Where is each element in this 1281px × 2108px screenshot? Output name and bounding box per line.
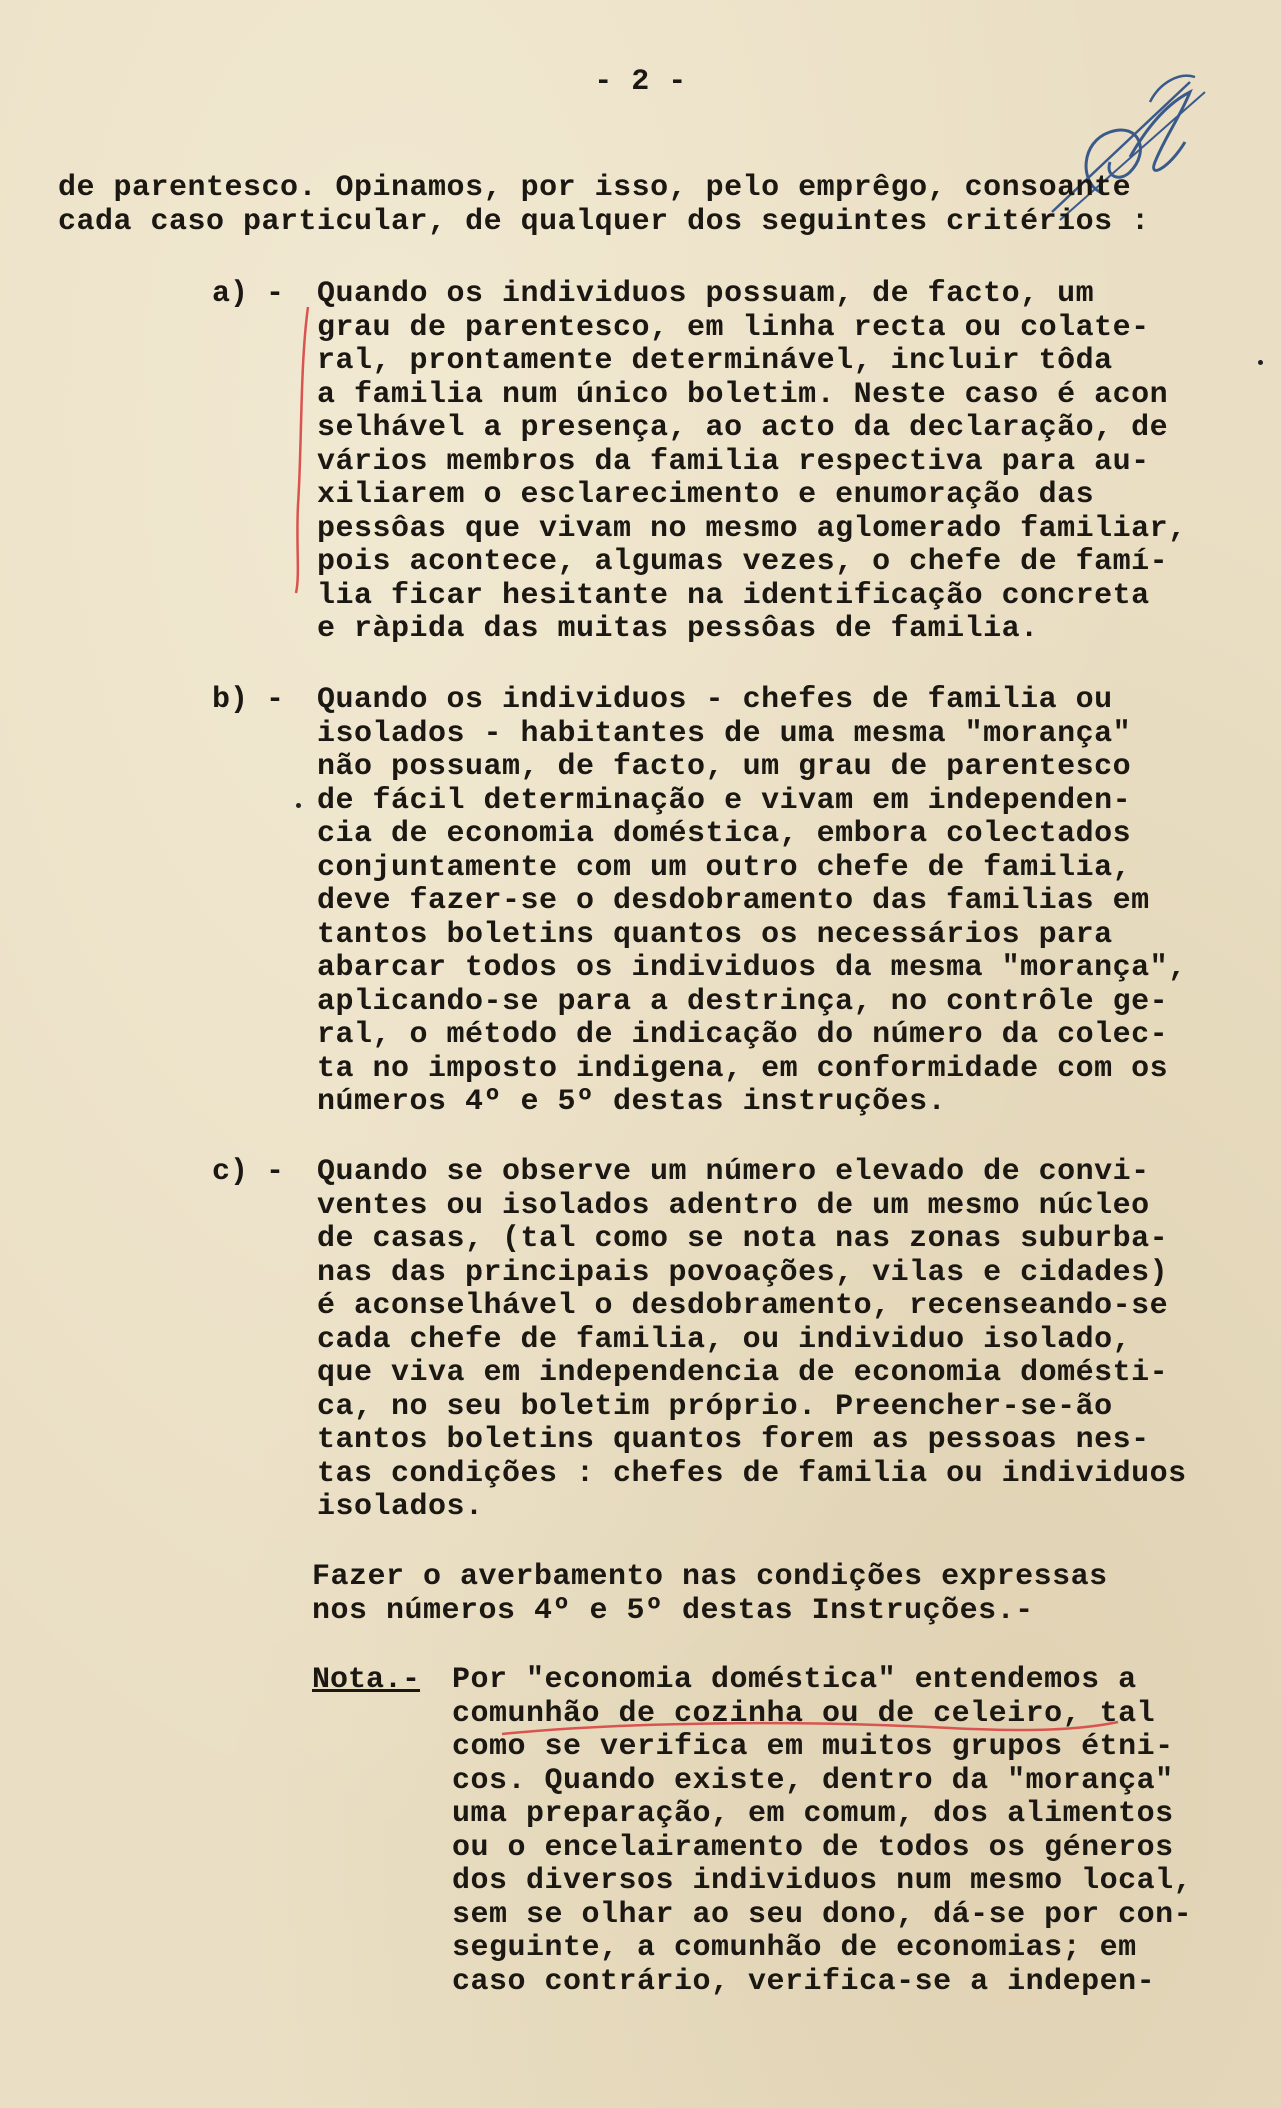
ink-speck xyxy=(296,803,301,808)
intro-paragraph: de parentesco. Opinamos, por isso, pelo emprêgo, consoante cada caso particular, de qualquer dos seguintes critérios : xyxy=(58,171,1150,239)
criterion-c-text: Quando se observe um número elevado de convi- ventes ou isolados adentro de um mesmo núcleo de casas, (tal como se nota nas zonas suburba- nas das principais povoações, vilas e cidades) é aconselhável o desdobramento, recenseando-se cada chefe de familia, ou individuo isolado, que viva em independencia de economia domésti- ca, no seu boletim próprio. Preencher-se-ão tantos boletins quantos forem as pessoas nes- tas condições : chefes de familia ou individuos isolados. xyxy=(317,1155,1187,1524)
criterion-b-label: b) - xyxy=(212,683,285,717)
note-label: Nota.- xyxy=(312,1663,421,1697)
criterion-a-label: a) - xyxy=(212,277,285,311)
criterion-c-label: c) - xyxy=(212,1155,285,1189)
page-number: - 2 - xyxy=(594,65,687,99)
criterion-a-text: Quando os individuos possuam, de facto, um grau de parentesco, em linha recta ou colate- ral, prontamente determinável, incluir tôda a familia num único boletim. Neste caso é acon selhável a presença, ao acto da declaração, de vários membros da familia respectiva para au- xiliarem o esclarecimento e enumoração das pessôas que vivam no mesmo aglomerado familiar, pois acontece, algumas vezes, o chefe de famí- lia ficar hesitante na identificação concreta e ràpida das muitas pessôas de familia. xyxy=(317,277,1187,646)
criterion-b-text: Quando os individuos - chefes de familia ou isolados - habitantes de uma mesma "morança" não possuam, de facto, um grau de parentesco de fácil determinação e vivam em independen- cia de economia doméstica, embora colectados conjuntamente com um outro chefe de familia, deve fazer-se o desdobramento das familias em tantos boletins quantos os necessários para abarcar todos os individuos da mesma "morança", aplicando-se para a destrinça, no contrôle ge- ral, o método de indicação do número da colec- ta no imposto indigena, em conformidade com os números 4º e 5º destas instruções. xyxy=(317,683,1187,1119)
note-text: Por "economia doméstica" entendemos a comunhão de cozinha ou de celeiro, tal como se verifica em muitos grupos étni- cos. Quando existe, dentro da "morança" uma preparação, em comum, dos alimentos ou o encelairamento de todos os géneros dos diversos individuos num mesmo local, sem se olhar ao seu dono, dá-se por con- seguinte, a comunhão de economias; em caso contrário, verifica-se a indepen- xyxy=(452,1663,1193,1999)
red-margin-mark xyxy=(290,305,320,595)
red-pencil-underline xyxy=(500,1692,1120,1740)
ink-speck xyxy=(1258,360,1263,365)
closing-paragraph: Fazer o averbamento nas condições expressas nos números 4º e 5º destas Instruções.- xyxy=(312,1560,1108,1628)
